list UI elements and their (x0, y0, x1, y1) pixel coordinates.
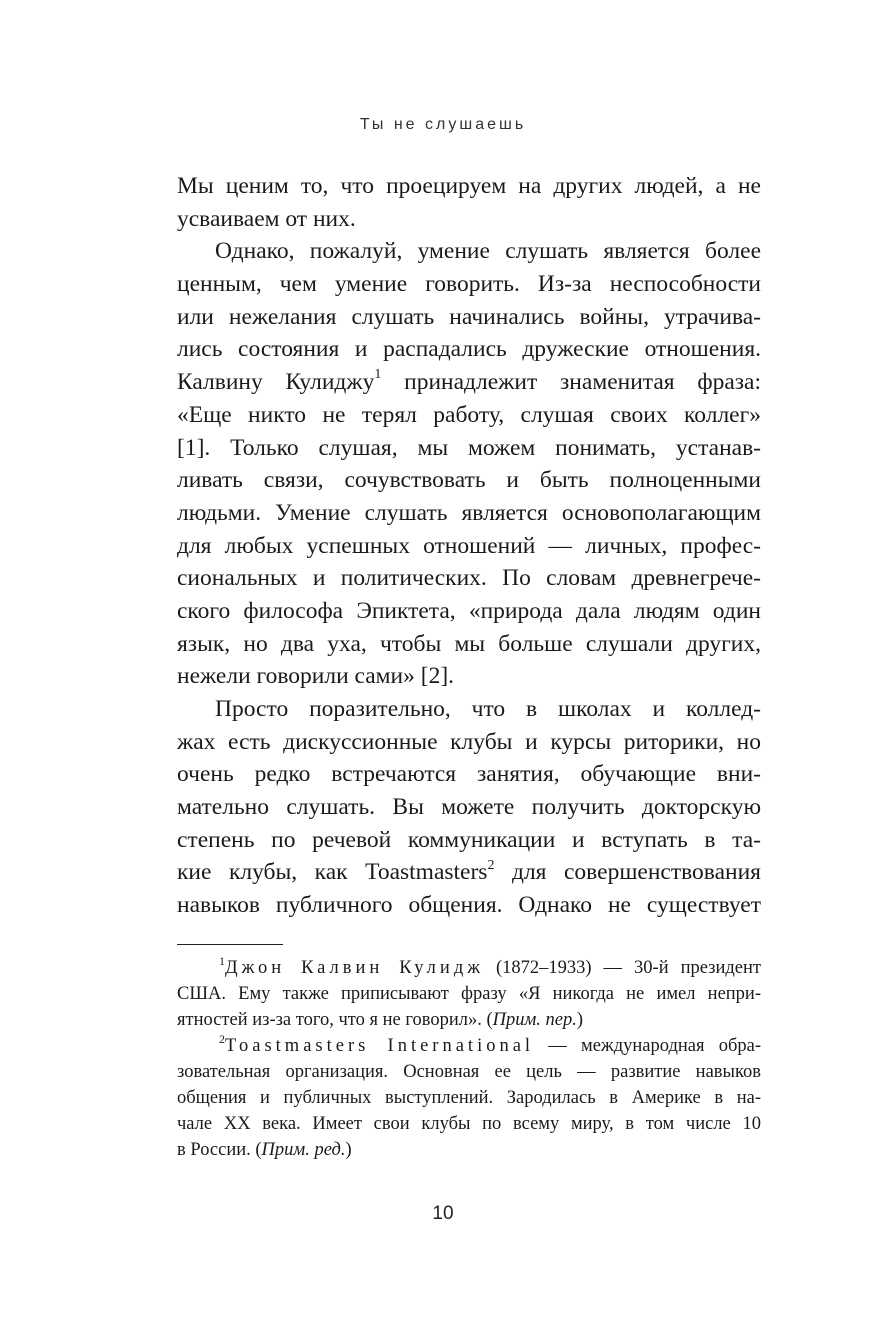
footnote (177, 955, 761, 1033)
body-line (177, 333, 761, 366)
footnote-text: в России. ( (177, 1140, 262, 1160)
body-line-text: сиональных и политических. По словам древнегрече- (177, 565, 761, 592)
footnote-line (177, 1111, 761, 1137)
footnote-text: США. Ему также приписывают фразу «Я никогда не имел непри- (177, 984, 761, 1004)
body-line-text: Просто поразительно, что в школах и коллед- (215, 696, 761, 722)
body-line (177, 693, 761, 726)
body-line (177, 628, 761, 661)
body-line (177, 758, 761, 791)
body-line-text: [1]. Только слушая, мы можем понимать, устанав- (177, 434, 761, 461)
body-line-text: степень по речевой коммуникации и вступать в та- (177, 826, 761, 853)
body-line-text: мательно слушать. Вы можете получить докторскую (177, 794, 761, 821)
body-line-text: Калвину Кулиджу (177, 369, 375, 396)
body-line-text: очень редко встречаются занятия, обучающие вни- (177, 761, 761, 788)
body-line-text: ценным, чем умение говорить. Из-за неспособности (177, 271, 761, 298)
footnote-line (177, 1137, 761, 1163)
body-line (177, 595, 761, 628)
body-line (177, 399, 761, 432)
body-line-text: усваиваем от них. (177, 205, 356, 232)
footnote-line (177, 1085, 761, 1111)
body-line (177, 170, 761, 203)
footnote-text: — международная обра- (534, 1036, 761, 1056)
footnote-text: зовательная организация. Основная ее цель — развитие навыков (177, 1062, 761, 1082)
footnote-divider (177, 944, 283, 945)
footnote-line (177, 1033, 761, 1059)
body-line-text: язык, но два уха, чтобы мы больше слушали других, (177, 630, 761, 657)
body-line (177, 791, 761, 824)
body-text (177, 170, 761, 922)
footnote-text: общения и публичных выступлений. Зародилась в Америке в на- (177, 1088, 761, 1108)
footnote-number: 2 (219, 1031, 225, 1046)
body-line-text: Однако, пожалуй, умение слушать является более (215, 238, 761, 265)
footnote-term: Toastmasters International (225, 1036, 535, 1056)
footnote-text-after: ) (345, 1140, 352, 1160)
footnote-note: Прим. ред. (261, 1140, 346, 1160)
footnote-text: (1872–1933) — 30-й президент (484, 958, 761, 978)
body-line (177, 301, 761, 334)
footnote-term: Джон Калвин Кулидж (225, 958, 485, 978)
body-line-text: жах есть дискуссионные клубы и курсы риторики, но (177, 728, 761, 755)
body-line-text: ливать связи, сочувствовать и быть полноценными (177, 467, 761, 494)
body-line (177, 235, 761, 268)
body-line (177, 432, 761, 465)
footnote-line (177, 955, 761, 981)
body-line-text-after: принадлежит знаменитая фраза: (381, 369, 761, 396)
footnote-text-after: ) (576, 1010, 584, 1030)
body-line-text: навыков публичного общения. Однако не существует (177, 892, 761, 919)
body-line (177, 530, 761, 563)
body-line-text: или нежелания слушать начинались войны, утрачива- (177, 303, 761, 330)
body-line-text: ского философа Эпиктета, «природа дала людям один (177, 597, 761, 624)
body-line-text: лись состояния и распадались дружеские отношения. (177, 336, 761, 363)
body-line (177, 366, 761, 399)
running-head: Ты не слушаешь (359, 116, 527, 133)
body-line-text: людьми. Умение слушать является основополагающим (177, 499, 761, 526)
body-line (177, 856, 761, 889)
footnote-marker: 1 (374, 367, 382, 383)
body-line-text: кие клубы, как Toastmasters (177, 859, 488, 886)
body-line-text-after: для совершенствования (494, 859, 761, 886)
body-line (177, 562, 761, 595)
footnote-note: Прим. пер. (492, 1010, 577, 1030)
body-line (177, 203, 761, 236)
footnote-line (177, 1059, 761, 1085)
body-line (177, 824, 761, 857)
footnote-text: ятностей из-за того, что я не говорил». ( (177, 1010, 493, 1030)
footnote-number: 1 (219, 953, 225, 968)
body-line (177, 268, 761, 301)
body-line-text: Мы ценим то, что проецируем на других людей, а не (177, 173, 761, 199)
body-line (177, 464, 761, 497)
footnote-line (177, 1007, 761, 1033)
body-line-text: нежели говорили сами» [2]. (177, 663, 455, 690)
footnotes (177, 955, 761, 1163)
body-line-text: «Еще никто не терял работу, слушая своих коллег» (177, 401, 761, 428)
body-line (177, 497, 761, 530)
body-line (177, 726, 761, 759)
body-line-text: для любых успешных отношений — личных, профес- (177, 532, 761, 559)
footnote-line (177, 981, 761, 1007)
footnote (177, 1033, 761, 1163)
body-line (177, 889, 761, 922)
footnote-marker: 2 (487, 857, 495, 873)
body-line (177, 660, 761, 693)
page-number: 10 (432, 1203, 454, 1224)
footnote-text: чале XX века. Имеет свои клубы по всему миру, в том числе 10 (177, 1114, 761, 1134)
